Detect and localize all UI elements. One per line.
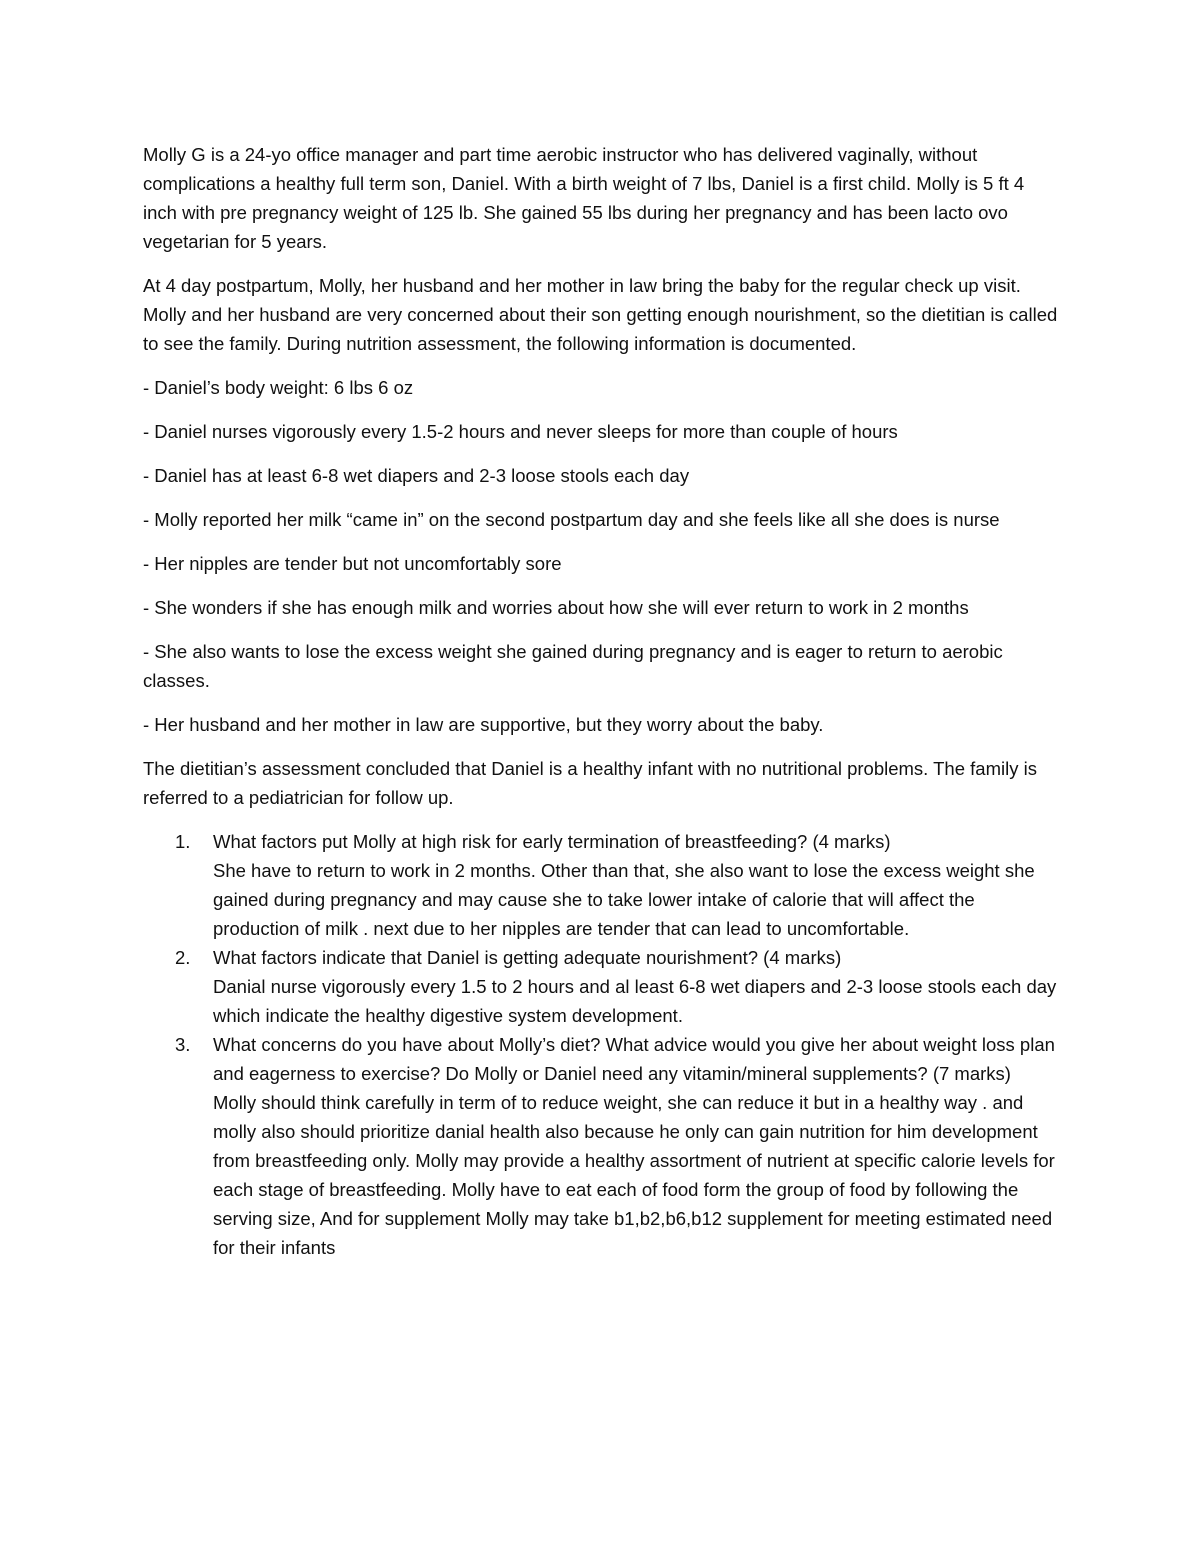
finding-item: - Her nipples are tender but not uncomfortably sore: [143, 553, 562, 574]
visit-paragraph: At 4 day postpartum, Molly, her husband and her mother in law bring the baby for the regular check up visit. Molly and her husband are very concerned about their son getting enough nourishment, so the dietitian is called to see the family. During nutrition assessment, the following information is documented.: [143, 275, 1058, 354]
document-body: [143, 140, 1058, 1262]
question-item: [143, 943, 1058, 1030]
question-number: 1.: [175, 831, 191, 852]
finding-item: - Her husband and her mother in law are supportive, but they worry about the baby.: [143, 714, 824, 735]
intro-paragraph: Molly G is a 24-yo office manager and part time aerobic instructor who has delivered vaginally, without complications a healthy full term son, Daniel. With a birth weight of 7 lbs, Daniel is a first child. Molly is 5 ft 4 inch with pre pregnancy weight of 125 lb. She gained 55 lbs during her pregnancy and has been lacto ovo vegetarian for 5 years.: [143, 144, 1025, 252]
conclusion-paragraph: The dietitian’s assessment concluded that Daniel is a healthy infant with no nutritional problems. The family is referred to a pediatrician for follow up.: [143, 758, 1037, 808]
finding-item: - Daniel’s body weight: 6 lbs 6 oz: [143, 377, 414, 398]
question-text: What concerns do you have about Molly’s diet? What advice would you give her about weight loss plan and eagerness to exercise? Do Molly or Daniel need any vitamin/mineral supplements? (7 marks): [213, 1034, 1055, 1084]
question-list: [143, 827, 1058, 1262]
finding-item: - Molly reported her milk “came in” on the second postpartum day and she feels like all she does is nurse: [143, 509, 1000, 530]
answer-text: Danial nurse vigorously every 1.5 to 2 hours and al least 6-8 wet diapers and 2-3 loose stools each day which indicate the healthy digestive system development.: [213, 976, 1057, 1026]
question-item: [143, 1030, 1058, 1262]
finding-item: - She also wants to lose the excess weight she gained during pregnancy and is eager to return to aerobic classes.: [143, 641, 1003, 691]
question-number: 3.: [175, 1034, 191, 1055]
question-text: What factors put Molly at high risk for early termination of breastfeeding? (4 marks): [213, 831, 891, 852]
finding-item: - Daniel has at least 6-8 wet diapers and 2-3 loose stools each day: [143, 465, 690, 486]
question-number: 2.: [175, 947, 191, 968]
answer-text: Molly should think carefully in term of to reduce weight, she can reduce it but in a healthy way . and molly also should prioritize danial health also because he only can gain nutrition for him development from breastfeeding only. Molly may provide a healthy assortment of nutrient at specific calorie levels for each stage of breastfeeding. Molly have to eat each of food form the group of food by following the serving size, And for supplement Molly may take b1,b2,b6,b12 supplement for meeting estimated need for their infants: [213, 1092, 1055, 1258]
question-text: What factors indicate that Daniel is getting adequate nourishment? (4 marks): [213, 947, 842, 968]
answer-text: She have to return to work in 2 months. Other than that, she also want to lose the excess weight she gained during pregnancy and may cause she to take lower intake of calorie that will affect the production of milk . next due to her nipples are tender that can lead to uncomfortable.: [213, 860, 1035, 939]
question-item: [143, 827, 1058, 943]
finding-item: - She wonders if she has enough milk and worries about how she will ever return to work in 2 months: [143, 597, 969, 618]
finding-item: - Daniel nurses vigorously every 1.5-2 hours and never sleeps for more than couple of hours: [143, 421, 898, 442]
